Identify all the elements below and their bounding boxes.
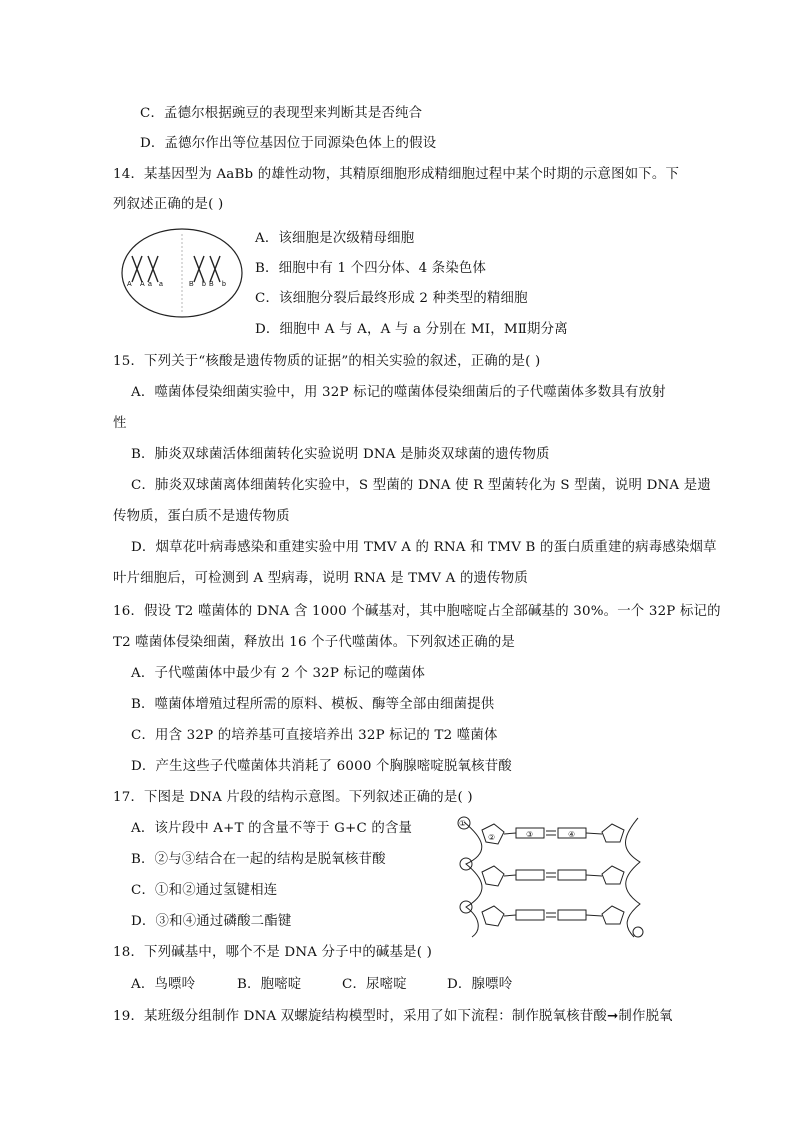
label-3: ③ bbox=[526, 830, 534, 839]
q13-option-d: D．孟德尔作出等位基因位于同源染色体上的假设 bbox=[140, 136, 437, 151]
label-2: ② bbox=[488, 833, 496, 842]
base bbox=[516, 870, 544, 880]
gene-label: B bbox=[189, 281, 194, 288]
q17-option-d: D．③和④通过磷酸二酯键 bbox=[131, 914, 292, 929]
deoxyribose bbox=[602, 824, 624, 842]
q15-stem: 15．下列关于“核酸是遗传物质的证据”的相关实验的叙述，正确的是( ) bbox=[113, 354, 541, 369]
deoxyribose bbox=[602, 906, 624, 924]
gene-label: A bbox=[127, 281, 132, 288]
deoxyribose bbox=[482, 906, 504, 926]
label-1: ① bbox=[459, 819, 467, 828]
label-4: ④ bbox=[568, 830, 576, 839]
q15-option-b: B．肺炎双球菌活体细菌转化实验说明 DNA 是肺炎双球菌的遗传物质 bbox=[131, 447, 550, 462]
q17-dna-figure bbox=[452, 812, 662, 942]
q14-cell-figure bbox=[118, 226, 248, 321]
q13-option-c: C．孟德尔根据豌豆的表现型来判断其是否纯合 bbox=[140, 106, 423, 121]
q14-stem-line2: 列叙述正确的是( ) bbox=[113, 197, 224, 212]
q16-option-b: B．噬菌体增殖过程所需的原料、模板、酶等全部由细菌提供 bbox=[131, 697, 495, 712]
q15-option-a-line2: 性 bbox=[113, 416, 127, 431]
q14-stem-line1: 14．某基因型为 AaBb 的雄性动物，其精原细胞形成精细胞过程中某个时期的示意图如下。下 bbox=[113, 167, 680, 182]
gene-label: b bbox=[222, 281, 226, 288]
gene-label: b bbox=[202, 281, 206, 288]
right-backbone bbox=[626, 818, 641, 937]
q19-stem: 19．某班级分组制作 DNA 双螺旋结构模型时，采用了如下流程：制作脱氧核苷酸➞制作脱氧 bbox=[113, 1009, 673, 1024]
q14-option-d: D．细胞中 A 与 A，A 与 a 分别在 MⅠ，MⅡ期分离 bbox=[255, 322, 568, 337]
q15-option-d-line2: 叶片细胞后，可检测到 A 型病毒，说明 RNA 是 TMV A 的遗传物质 bbox=[113, 571, 528, 586]
deoxyribose bbox=[602, 866, 624, 884]
q16-stem-line2: T2 噬菌体侵染细菌，释放出 16 个子代噬菌体。下列叙述正确的是 bbox=[113, 635, 516, 650]
q14-option-c: C．该细胞分裂后最终形成 2 种类型的精细胞 bbox=[255, 291, 528, 306]
q14-option-b: B．细胞中有 1 个四分体、4 条染色体 bbox=[255, 261, 487, 276]
q17-stem: 17．下图是 DNA 片段的结构示意图。下列叙述正确的是( ) bbox=[113, 790, 473, 805]
q17-option-b: B．②与③结合在一起的结构是脱氧核苷酸 bbox=[131, 852, 386, 867]
q16-option-c: C．用含 32P 的培养基可直接培养出 32P 标记的 T2 噬菌体 bbox=[131, 728, 498, 743]
q17-option-c: C．①和②通过氢键相连 bbox=[131, 883, 278, 898]
gene-label: A bbox=[140, 281, 145, 288]
q18-option-a: A．鸟嘌呤 bbox=[131, 977, 196, 992]
q18-option-b: B．胞嘧啶 bbox=[237, 977, 302, 992]
chromosome-pair-aa bbox=[132, 256, 158, 282]
base bbox=[558, 910, 586, 920]
base bbox=[558, 870, 586, 880]
q15-option-c-line1: C．肺炎双球菌离体细菌转化实验中，S 型菌的 DNA 使 R 型菌转化为 S 型菌，说明 DNA 是遗 bbox=[131, 478, 711, 493]
q14-option-a: A．该细胞是次级精母细胞 bbox=[255, 231, 415, 246]
q16-option-d: D．产生这些子代噬菌体共消耗了 6000 个胸腺嘧啶脱氧核苷酸 bbox=[131, 759, 512, 774]
chromosome-pair-bb bbox=[194, 256, 220, 282]
gene-label: a bbox=[159, 281, 163, 288]
q18-option-c: C．尿嘧啶 bbox=[342, 977, 407, 992]
gene-label: a bbox=[148, 281, 152, 288]
q16-stem-line1: 16．假设 T2 噬菌体的 DNA 含 1000 个碱基对，其中胞嘧啶占全部碱基的 30%。一个 32P 标记的 bbox=[113, 604, 721, 619]
q18-option-d: D．腺嘌呤 bbox=[447, 977, 513, 992]
q15-option-c-line2: 传物质，蛋白质不是遗传物质 bbox=[113, 509, 290, 524]
q17-option-a: A．该片段中 A+T 的含量不等于 G+C 的含量 bbox=[131, 821, 413, 836]
q16-option-a: A．子代噬菌体中最少有 2 个 32P 标记的噬菌体 bbox=[131, 666, 426, 681]
gene-label: B bbox=[209, 281, 214, 288]
left-backbone bbox=[464, 822, 482, 937]
deoxyribose bbox=[482, 866, 504, 886]
q18-stem: 18．下列碱基中，哪个不是 DNA 分子中的碱基是( ) bbox=[113, 945, 433, 960]
phosphate bbox=[633, 927, 643, 937]
q15-option-a-line1: A．噬菌体侵染细菌实验中，用 32P 标记的噬菌体侵染细菌后的子代噬菌体多数具有放射 bbox=[131, 385, 666, 400]
base bbox=[516, 910, 544, 920]
q15-option-d-line1: D．烟草花叶病毒感染和重建实验中用 TMV A 的 RNA 和 TMV B 的蛋白质重建的病毒感染烟草 bbox=[131, 540, 717, 555]
